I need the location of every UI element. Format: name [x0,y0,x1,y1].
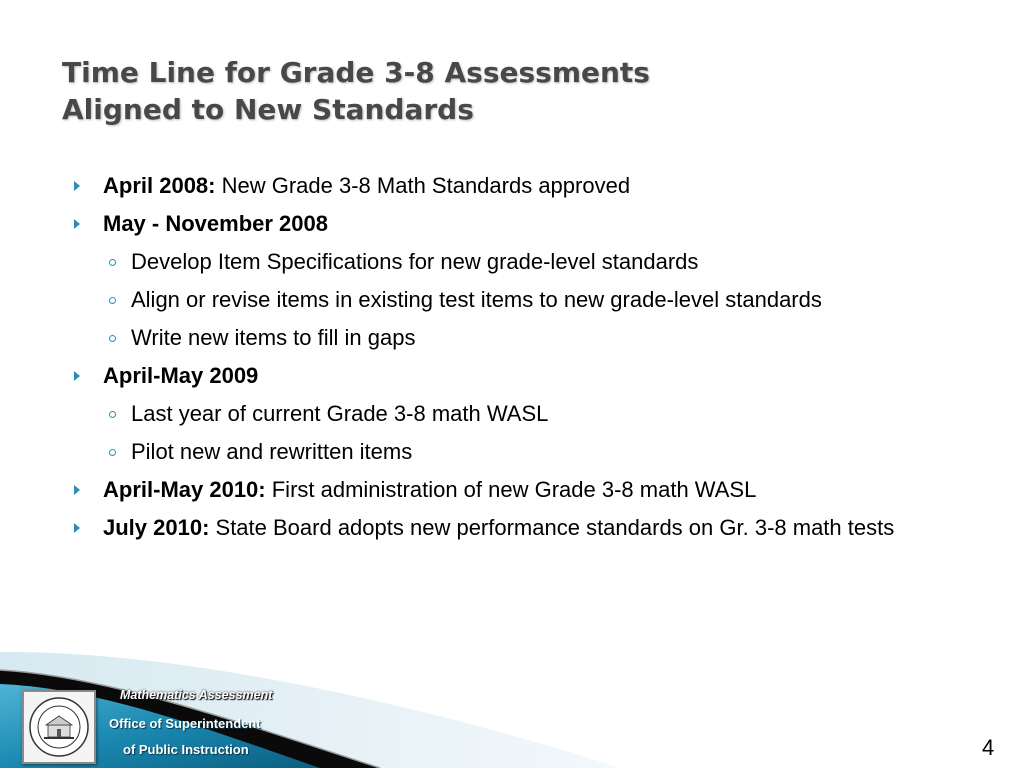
triangle-bullet-icon [74,181,80,191]
bullet-text: Pilot new and rewritten items [131,439,413,464]
circle-bullet-icon [109,449,116,456]
sub-bullet-item [72,322,972,354]
bullet-date: April 2008: [103,173,216,198]
ospi-seal-icon [22,690,96,764]
title-line-2: Aligned to New Standards [62,93,474,126]
bullet-item [72,474,972,506]
bullet-date: April-May 2010: [103,477,266,502]
bullet-text: Last year of current Grade 3-8 math WASL [131,401,549,426]
triangle-bullet-icon [74,523,80,533]
bullet-item [72,512,972,544]
triangle-bullet-icon [74,219,80,229]
bullet-list [72,170,972,550]
bullet-text: Align or revise items in existing test items to new grade-level standards [131,287,822,312]
slide-title [62,54,962,128]
sub-bullet-item [72,246,972,278]
bullet-text: Develop Item Specifications for new grade-level standards [131,249,699,274]
sub-bullet-item [72,398,972,430]
footer-office-label: Office of Superintendent [109,716,261,731]
page-number: 4 [982,735,995,760]
bullet-item [72,360,972,392]
bullet-text: New Grade 3-8 Math Standards approved [215,173,631,198]
triangle-bullet-icon [74,371,80,381]
bullet-date: May - November 2008 [103,211,328,236]
footer-office-label-2: of Public Instruction [123,742,249,757]
sub-bullet-item [72,284,972,316]
bullet-item [72,170,972,202]
bullet-item [72,208,972,240]
title-line-1: Time Line for Grade 3-8 Assessments [62,56,650,89]
bullet-date: July 2010: [103,515,210,540]
circle-bullet-icon [109,259,116,266]
triangle-bullet-icon [74,485,80,495]
bullet-text: Write new items to fill in gaps [131,325,416,350]
circle-bullet-icon [109,297,116,304]
bullet-text: First administration of new Grade 3-8 math WASL [265,477,757,502]
sub-bullet-item [72,436,972,468]
footer-program-label: Mathematics Assessment [120,688,273,702]
bullet-text: State Board adopts new performance standards on Gr. 3-8 math tests [209,515,895,540]
circle-bullet-icon [109,335,116,342]
circle-bullet-icon [109,411,116,418]
bullet-date: April-May 2009 [103,363,259,388]
